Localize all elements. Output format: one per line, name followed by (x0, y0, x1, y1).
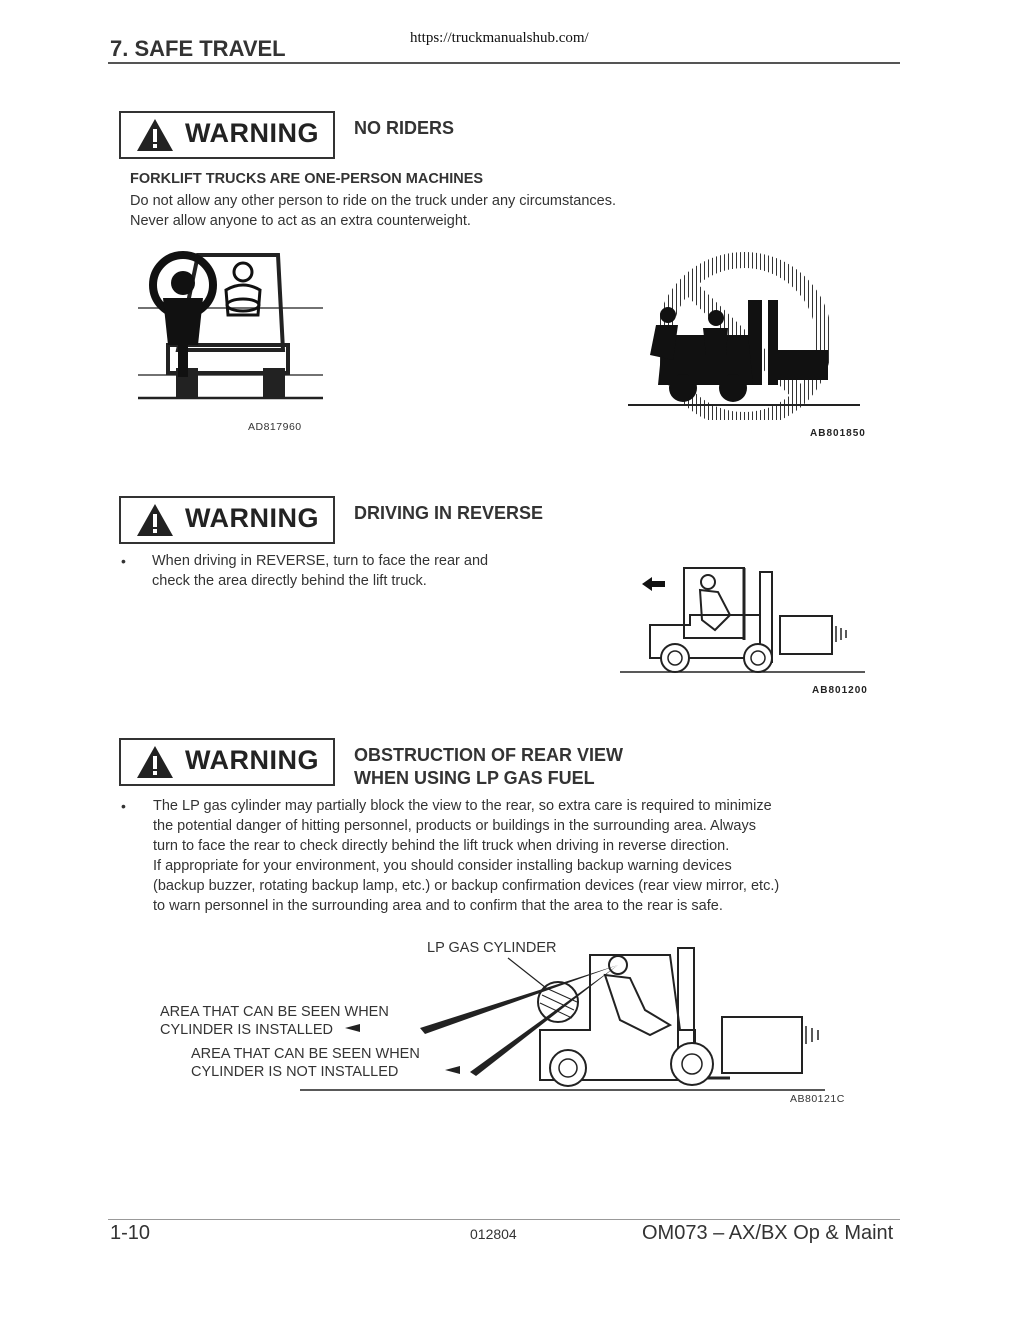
warning-subheading: FORKLIFT TRUCKS ARE ONE-PERSON MACHINES (130, 171, 484, 187)
warning-body-line: Never allow anyone to act as an extra counterweight. (130, 213, 471, 229)
no-riders-prohibition-sign (628, 250, 860, 420)
document-code: 012804 (470, 1226, 517, 1242)
warning-heading: DRIVING IN REVERSE (354, 503, 544, 523)
footer-rule (108, 1219, 900, 1220)
warning-badge (119, 496, 335, 544)
warning-body-line: check the area directly behind the lift truck. (152, 573, 427, 589)
warning-label: WARNING (185, 118, 319, 148)
header-rule (108, 62, 900, 64)
figure-label-cylinder: LP GAS CYLINDER (427, 940, 557, 956)
warning-triangle-icon (135, 502, 175, 538)
warning-badge (119, 111, 335, 159)
warning-label: WARNING (185, 745, 319, 775)
warning-body-line: The LP gas cylinder may partially block the view to the rear, so extra care is required to minimize (153, 798, 772, 814)
warning-body-line: (backup buzzer, rotating backup lamp, etc.) or backup confirmation devices (rear view mirror, etc.) (153, 878, 780, 894)
warning-heading: WHEN USING LP GAS FUEL (354, 768, 595, 788)
manual-title: OM073 – AX/BX Op & Maint (642, 1222, 894, 1244)
figure-label-not-installed: CYLINDER IS NOT INSTALLED (191, 1064, 399, 1080)
warning-heading: NO RIDERS (354, 118, 455, 138)
warning-body-line: If appropriate for your environment, you should consider installing backup warning devices (153, 858, 732, 874)
page-number: 1-10 (110, 1222, 151, 1244)
warning-body-line: Do not allow any other person to ride on the truck under any circumstances. (130, 193, 617, 209)
figure-label-installed: CYLINDER IS INSTALLED (160, 1022, 333, 1038)
warning-triangle-icon (135, 744, 175, 780)
warning-triangle-icon (135, 117, 175, 153)
warning-heading: OBSTRUCTION OF REAR VIEW (354, 745, 623, 765)
reverse-arrow-icon (642, 577, 665, 591)
figure-label-not-installed: AREA THAT CAN BE SEEN WHEN (191, 1046, 420, 1062)
figure-code: AB801850 (810, 428, 866, 439)
figure-code: AD817960 (248, 421, 302, 433)
figure-label-installed: AREA THAT CAN BE SEEN WHEN (160, 1004, 389, 1020)
warning-label: WARNING (185, 503, 319, 533)
source-url: https://truckmanualshub.com/ (410, 30, 589, 46)
bullet-marker: • (121, 553, 126, 569)
warning-body-line: turn to face the rear to check directly behind the lift truck when driving in reverse direction. (153, 838, 730, 854)
section-title: 7. SAFE TRAVEL (110, 36, 286, 61)
warning-body-line: to warn personnel in the surrounding area and to confirm that the area to the rear is safe. (153, 898, 723, 914)
warning-body-line: When driving in REVERSE, turn to face the rear and (152, 553, 489, 569)
figure-code: AB80121C (790, 1093, 845, 1105)
warning-badge (119, 738, 335, 786)
warning-body-line: the potential danger of hitting personnel, products or buildings in the surrounding area. Always (153, 818, 756, 834)
no-rider-cab-illustration (138, 250, 328, 410)
bullet-marker: • (121, 798, 126, 814)
figure-code: AB801200 (812, 685, 868, 696)
reverse-driving-illustration (620, 560, 870, 680)
